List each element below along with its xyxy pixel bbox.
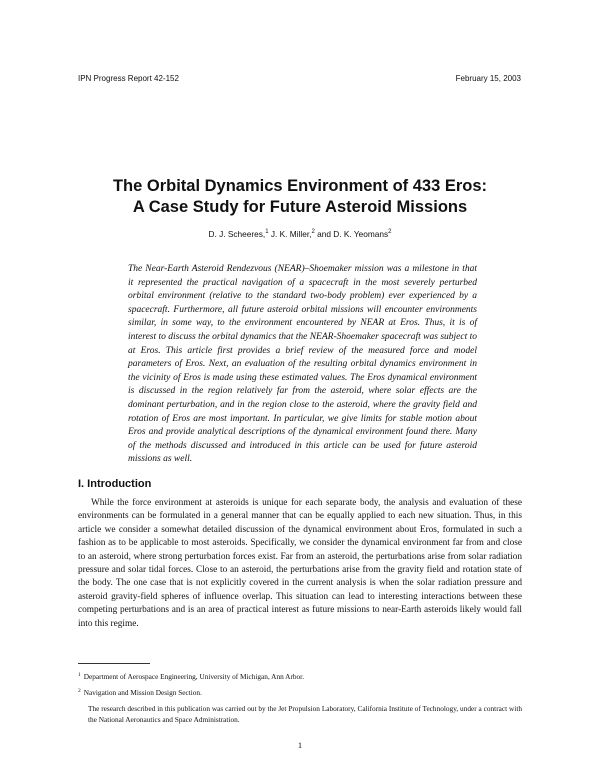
report-id: IPN Progress Report 42-152 xyxy=(78,74,179,83)
footnote-2-mark: 2 xyxy=(78,688,81,694)
section-heading: I. Introduction xyxy=(78,478,152,490)
report-date: February 15, 2003 xyxy=(455,74,521,83)
footnote-1-mark: 1 xyxy=(78,672,81,678)
author-3-affiliation-mark: 2 xyxy=(388,229,392,235)
author-list xyxy=(60,229,540,239)
author-2: J. K. Miller, xyxy=(268,229,312,239)
author-1: D. J. Scheeres, xyxy=(208,229,266,239)
funding-note: The research described in this publication was carried out by the Jet Propulsion Laboratory, California Institute of Technology, under a contract with the National Aeronautics and Space Administration. xyxy=(88,704,522,724)
author-3: and D. K. Yeomans xyxy=(314,229,389,239)
abstract: The Near-Earth Asteroid Rendezvous (NEAR)–Shoemaker mission was a milestone in that it represented the practical navigation of a spacecraft in the most severely perturbed orbital environment (relative to the standard two-body problem) ever experienced by a spacecraft. Furthermore, all future asteroid orbital missions will encounter environments similar, in some way, to the environment encountered by NEAR at Eros. Thus, it is of interest to discuss the orbital dynamics that the NEAR-Shoemaker spacecraft was subject to at Eros. This article first provides a brief review of the measured force and model parameters of Eros. Next, an evaluation of the resulting orbital dynamics environment in the vicinity of Eros is made using these estimated values. The Eros dynamical environment is discussed in the region relatively far from the asteroid, where solar effects are the dominant perturbation, and in the region close to the asteroid, where the gravity field and rotation of Eros are most important. In particular, we give limits for stable motion about Eros and provide analytical descriptions of the dynamical environment found there. Many of the methods discussed and introduced in this article can be used for future asteroid missions as well. xyxy=(128,264,477,465)
footnote-1 xyxy=(78,670,522,682)
footnote-divider xyxy=(78,663,150,664)
title-line-1: The Orbital Dynamics Environment of 433 Eros: xyxy=(112,177,488,195)
footnote-1-text: Department of Aerospace Engineering, University of Michigan, Ann Arbor. xyxy=(83,672,305,681)
paper-title xyxy=(60,176,540,218)
author-2-affiliation-mark: 2 xyxy=(311,229,315,235)
footnote-2 xyxy=(78,686,522,698)
author-1-affiliation-mark: 1 xyxy=(265,229,269,235)
intro-paragraph: While the force environment at asteroids is unique for each separate body, the analysis and evaluation of these environments can be formulated in a general manner that can be equally applied to each new situation. Thus, in this article we consider a somewhat detailed discussion of the dynamical environment about Eros, formulated in such a fashion as to be applicable to most asteroids. Specifically, we consider the dynamical environment far from and close to an asteroid, where strong perturbation forces exist. Far from an asteroid, the perturbations arise from solar radiation pressure and solar tidal forces. Close to an asteroid, the perturbations arise from the gravity field and rotation state of the body. The one case that is not explicitly covered in the current analysis is when the solar radiation pressure and asteroid gravity-field spheres of influence overlap. This situation can lead to interesting interactions between these competing perturbations and is an area of practical interest as future missions to near-Earth asteroids likely would fall into this regime. xyxy=(78,498,522,629)
page-number: 1 xyxy=(297,740,303,750)
footnote-2-text: Navigation and Mission Design Section. xyxy=(83,688,202,697)
title-line-2: A Case Study for Future Asteroid Missions xyxy=(132,198,468,216)
